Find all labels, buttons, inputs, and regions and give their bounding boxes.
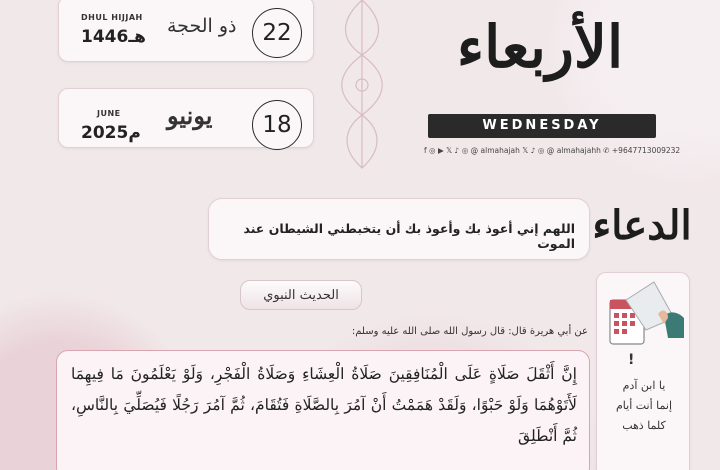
gregorian-month-ar: يونيو [167,101,213,130]
dua-title: الدعاء [592,202,692,249]
social-links-row [424,146,681,155]
social-handle-2: almahajahh [556,146,601,155]
hijri-month-ar: ذو الحجة [167,15,237,37]
hadith-narrator: عن أبي هريرة قال: قال رسول الله صلى الله عليه وسلم: [351,326,588,337]
hijri-year: 1446هـ [81,27,146,47]
hijri-month-en: DHUL HIJJAH [81,13,143,22]
floral-ornament-icon [330,0,394,170]
hijri-day: 22 [262,20,292,46]
side-line-2: إنما أنت أيام [615,399,673,412]
side-line-1: يا ابن آدم [622,379,666,392]
calendar-hand-illustration [604,278,688,350]
hadith-text: إِنَّ أَثْقَلَ صَلَاةٍ عَلَى الْمُنَافِقِينَ صَلَاةُ الْعِشَاءِ وَصَلَاةُ الْفَجْرِ، وَلَوْ يَعْلَمُونَ مَا فِيهِمَا لَأَتَوْهُمَا وَلَوْ حَبْوًا، وَلَقَدْ هَمَمْتُ أَنْ آمُرَ بِالصَّلَاةِ فَتُقَامَ، ثُمَّ آمُرَ رَجُلًا فَيُصَلِّيَ بِالنَّاسِ، ثُمَّ أَنْطَلِقَ [71,365,577,445]
hadith-badge [240,280,362,310]
gregorian-day-circle [252,100,302,150]
hadith-box [56,350,590,470]
dua-text: اللهم إني أعوذ بك وأعوذ بك أن يتخبطني الشيطان عند الموت [243,221,575,251]
social-icons-mid: 𝕏 ♪ ◎ @ [522,146,557,155]
dua-card [208,198,590,260]
weekday-arabic: الأربعاء [456,13,624,81]
gregorian-day: 18 [262,112,292,138]
whatsapp-icon: ✆ [603,146,612,155]
weekday-english: WEDNESDAY [428,114,656,138]
gregorian-month-en: JUNE [97,109,121,118]
phone-number: +9647713009232 [611,146,681,155]
hijri-day-circle [252,8,302,58]
side-line-3: كلما ذهب [622,419,666,432]
social-handle-1: almahajah [480,146,520,155]
side-text [600,376,688,436]
gregorian-year: 2025م [81,123,141,143]
social-icons-left: f ◎ ▶ 𝕏 ♪ ◎ @ [424,146,481,155]
side-exclaim: ! [628,352,635,368]
hadith-badge-label: الحديث النبوي [263,287,339,303]
